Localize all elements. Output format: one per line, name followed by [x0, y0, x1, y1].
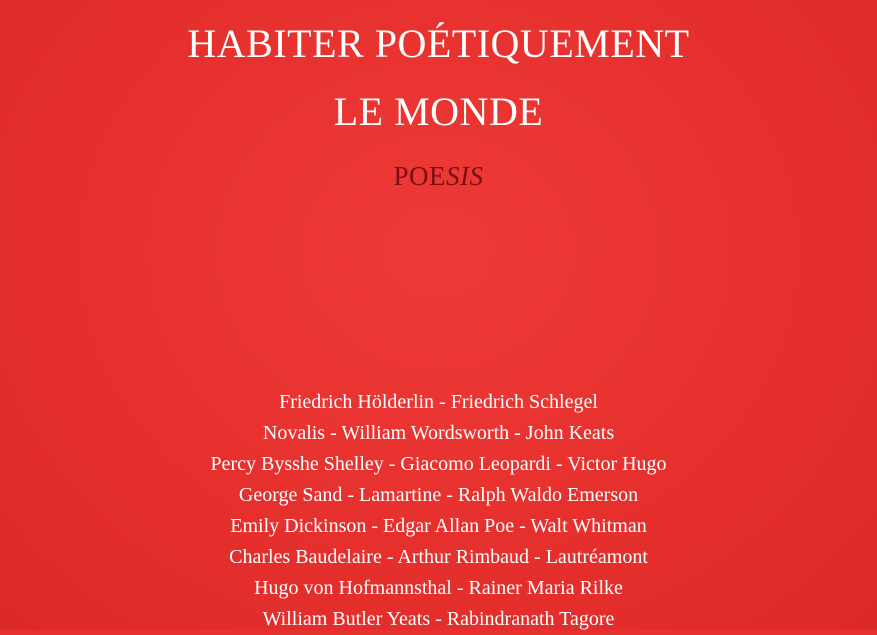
author-line: Novalis - William Wordsworth - John Keats	[262, 422, 615, 444]
series-name-italic: SIS	[446, 161, 484, 191]
author-line: Charles Baudelaire - Arthur Rimbaud - Lautréamont	[229, 546, 648, 568]
book-title-line-1: HABITER POÉTIQUEMENT	[187, 21, 690, 66]
author-line: Friedrich Hölderlin - Friedrich Schlegel	[279, 391, 598, 413]
author-line: George Sand - Lamartine - Ralph Waldo Emerson	[238, 484, 639, 506]
series-name	[0, 163, 877, 190]
author-line: Hugo von Hofmannsthal - Rainer Maria Rilke	[254, 577, 623, 599]
book-title-line-2: LE MONDE	[333, 89, 544, 134]
author-line: William Butler Yeats - Rabindranath Tagore	[262, 608, 615, 630]
author-line: Percy Bysshe Shelley - Giacomo Leopardi - Victor Hugo	[210, 453, 667, 475]
author-line: Emily Dickinson - Edgar Allan Poe - Walt Whitman	[230, 515, 647, 537]
series-name-upright: POE	[393, 161, 446, 191]
author-list	[0, 387, 877, 635]
